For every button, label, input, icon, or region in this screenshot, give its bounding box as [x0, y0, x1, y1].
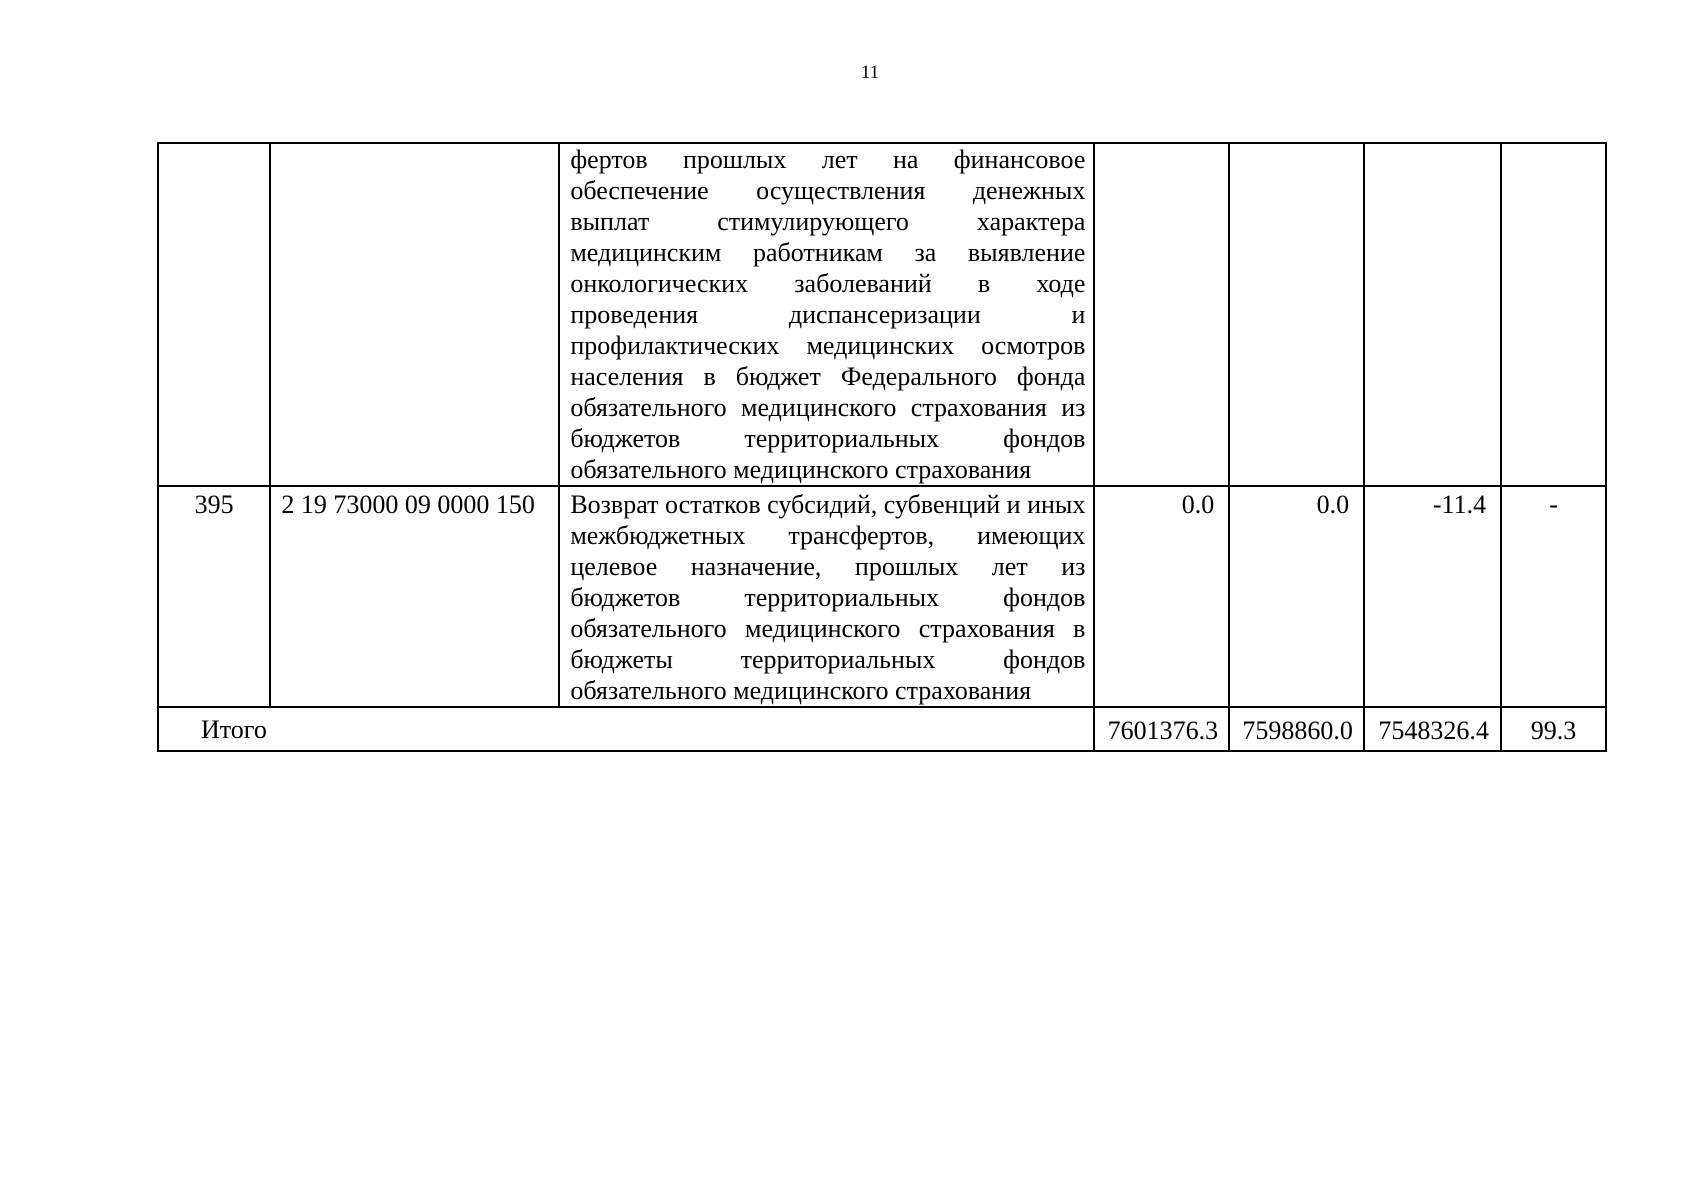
row-value-2-cell [1229, 143, 1364, 486]
row-percent: - [1501, 486, 1606, 707]
budget-table [157, 142, 1607, 752]
total-row [158, 707, 1606, 751]
total-value-3: 7548326.4 [1364, 707, 1501, 751]
page-number: 11 [860, 62, 880, 83]
total-value-2: 7598860.0 [1229, 707, 1364, 751]
row-code-cell [270, 143, 559, 486]
row-number: 395 [158, 486, 270, 707]
table-row [158, 486, 1606, 707]
row-value-3-cell [1364, 143, 1501, 486]
row-percent-cell [1501, 143, 1606, 486]
total-label: Итого [158, 707, 1094, 751]
row-name-cell [559, 486, 1094, 707]
total-percent: 99.3 [1501, 707, 1606, 751]
row-code: 2 19 73000 09 0000 150 [270, 486, 559, 707]
row-value-1: 0.0 [1094, 486, 1229, 707]
row-name-cell [559, 143, 1094, 486]
row-value-1-cell [1094, 143, 1229, 486]
row-value-2: 0.0 [1229, 486, 1364, 707]
total-value-1: 7601376.3 [1094, 707, 1229, 751]
row-number-cell [158, 143, 270, 486]
row-name-text: Возврат остатков субсидий, субвенций и иных межбюджетных трансфертов, имеющих целевое назначение, прошлых лет из бюджетов территориальных фондов обязательного медицинского страхования в бюджеты территориальных фондов обязательного медицинского страхования [570, 490, 1086, 705]
table-row-continued [158, 143, 1606, 486]
row-name-text: фертов прошлых лет на финансовое обеспечение осуществления денежных выплат стимулирующего характера медицинским работникам за выявление онкологических заболеваний в ходе проведения диспансеризации и профилактических медицинских осмотров населения в бюджет Федерального фонда обязательного медицинского страхования из бюджетов территориальных фондов обязательного медицинского страхования [570, 145, 1086, 484]
row-value-3: -11.4 [1364, 486, 1501, 707]
